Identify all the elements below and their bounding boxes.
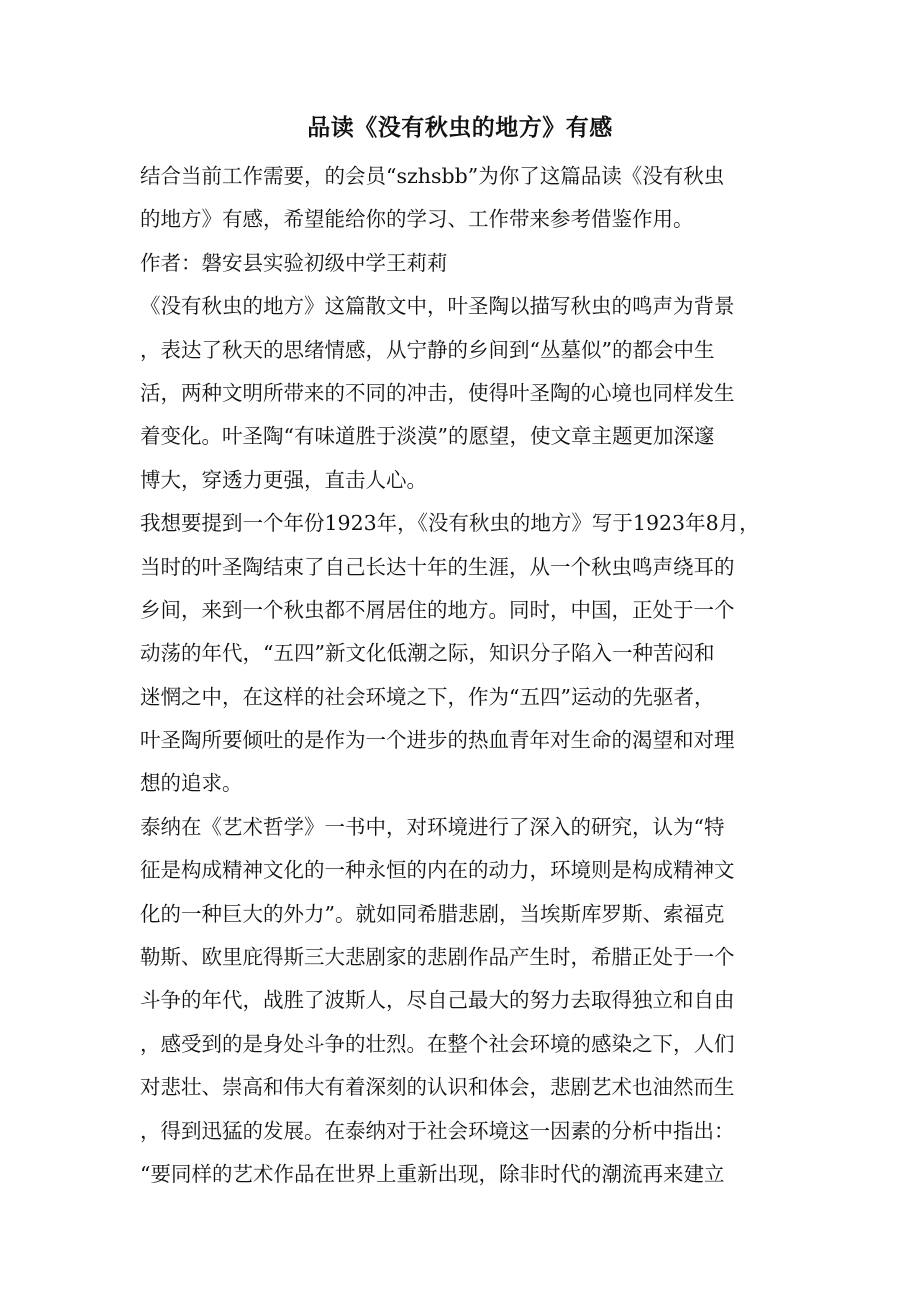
text-line: 勒斯、欧里庇得斯三大悲剧家的悲剧作品产生时，希腊正处于一个 xyxy=(140,945,735,970)
document-title: 品读《没有秋虫的地方》有感 xyxy=(307,114,613,141)
text-line: ，表达了秋天的思绪情感，从宁静的乡间到“丛墓似”的都会中生 xyxy=(140,337,715,362)
text-line: 我想要提到一个年份1923年，《没有秋虫的地方》写于1923年8月， xyxy=(140,511,760,536)
text-line: 当时的叶圣陶结束了自己长达十年的生涯，从一个秋虫鸣声绕耳的 xyxy=(140,554,735,579)
text-line: 征是构成精神文化的一种永恒的内在的动力，环境则是构成精神文 xyxy=(140,858,735,883)
text-line: 动荡的年代，“五四”新文化低潮之际，知识分子陷入一种苦闷和 xyxy=(140,641,715,666)
text-line: 乡间，来到一个秋虫都不屑居住的地方。同时，中国，正处于一个 xyxy=(140,597,735,622)
text-line: 活，两种文明所带来的不同的冲击，使得叶圣陶的心境也同样发生 xyxy=(140,380,735,405)
author-line: 作者：磐安县实验初级中学王莉莉 xyxy=(140,250,448,275)
document-body xyxy=(140,155,780,1196)
text-line: “要同样的艺术作品在世界上重新出现，除非时代的潮流再来建立 xyxy=(140,1161,725,1186)
text-line: 想的追求。 xyxy=(140,771,243,796)
text-line: 化的一种巨大的外力”。就如同希腊悲剧，当埃斯库罗斯、索福克 xyxy=(140,901,725,926)
text-line: 的地方》有感，希望能给你的学习、工作带来参考借鉴作用。 xyxy=(140,207,694,232)
text-line: 博大，穿透力更强，直击人心。 xyxy=(140,467,427,492)
text-line: 结合当前工作需要，的会员“szhsbb”为你了这篇品读《没有秋虫 xyxy=(140,164,725,188)
text-line: ，得到迅猛的发展。在泰纳对于社会环境这一因素的分析中指出： xyxy=(140,1118,735,1143)
text-line: 对悲壮、崇高和伟大有着深刻的认识和体会，悲剧艺术也油然而生 xyxy=(140,1075,735,1100)
text-line: 斗争的年代，战胜了波斯人，尽自己最大的努力去取得独立和自由 xyxy=(140,988,735,1013)
text-line: 迷惘之中，在这样的社会环境之下，作为“五四”运动的先驱者， xyxy=(140,684,715,709)
text-line: 叶圣陶所要倾吐的是作为一个进步的热血青年对生命的渴望和对理 xyxy=(140,728,735,753)
text-line: 《没有秋虫的地方》这篇散文中，叶圣陶以描写秋虫的鸣声为背景 xyxy=(140,294,735,319)
text-line: 泰纳在《艺术哲学》一书中，对环境进行了深入的研究，认为“特 xyxy=(140,814,725,839)
text-line: 着变化。叶圣陶“有味道胜于淡漠”的愿望，使文章主题更加深邃 xyxy=(140,424,715,449)
text-line: ，感受到的是身处斗争的壮烈。在整个社会环境的感染之下，人们 xyxy=(140,1031,735,1056)
